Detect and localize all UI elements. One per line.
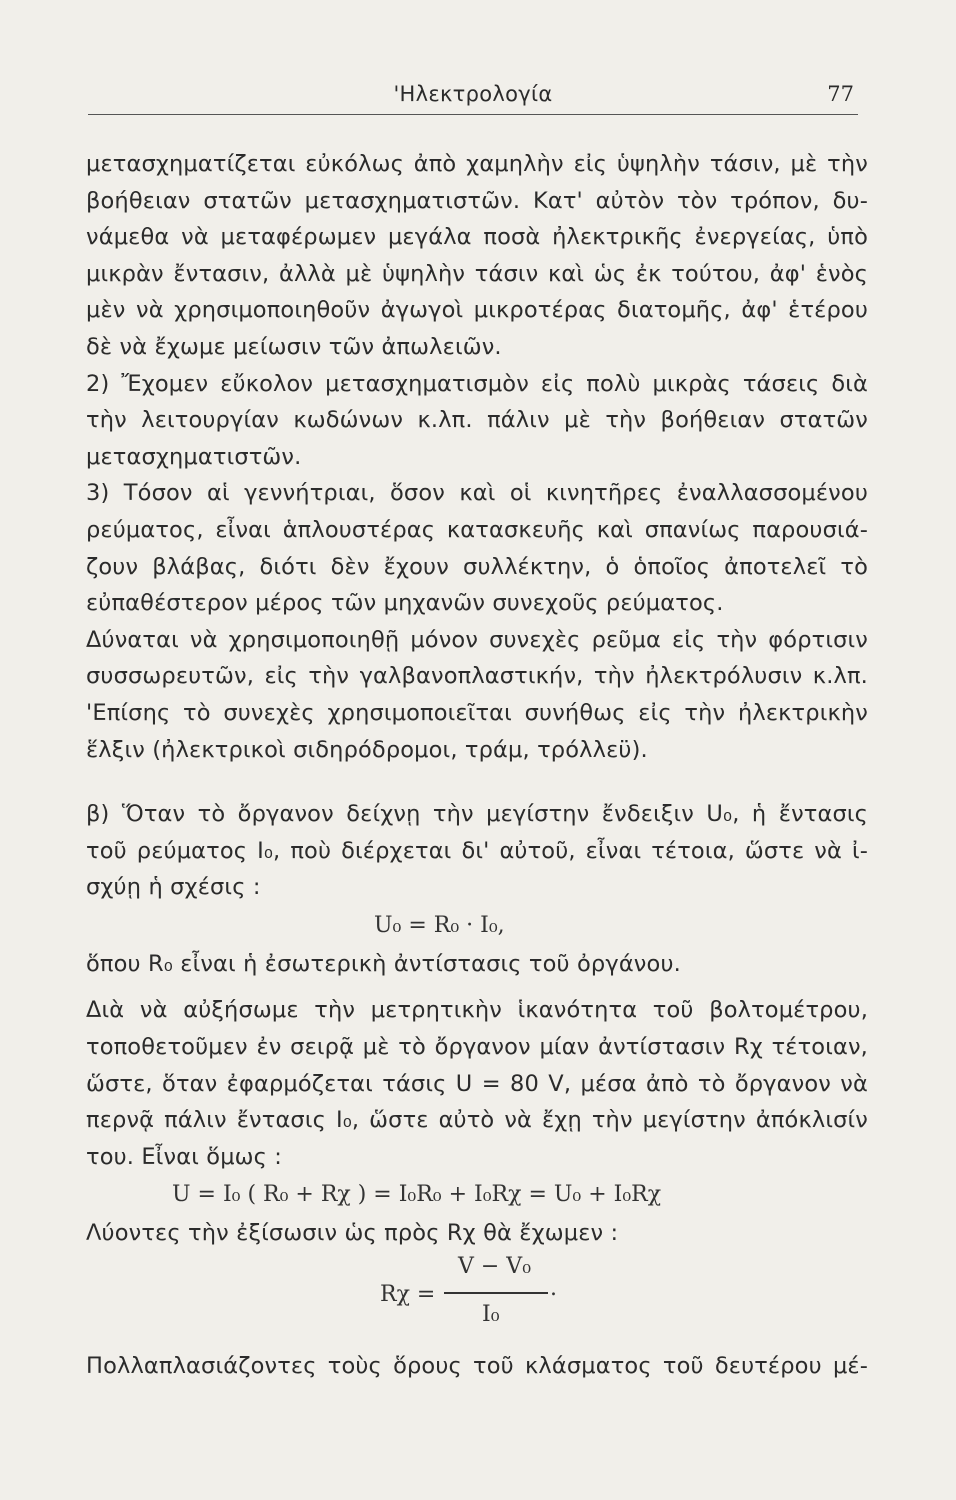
text-line: ζουν βλάβας, διότι δὲν ἔχουν συλλέκτην, ὁ ὁποῖος ἀποτελεῖ τὸ: [86, 553, 868, 580]
text-line: μικρὰν ἔντασιν, ἀλλὰ μὲ ὑψηλὴν τάσιν καὶ ὡς ἐκ τούτου, ἀφ' ἑνὸς: [86, 260, 868, 287]
paragraph-6: [86, 796, 868, 906]
paragraph-2: [86, 366, 868, 476]
text-line: συσσωρευτῶν, εἰς τὴν γαλβανοπλαστικήν, τὴν ἠλεκτρόλυσιν κ.λπ.: [86, 663, 868, 690]
fraction-end: .: [550, 1276, 557, 1302]
text-line: Λύοντες τὴν ἐξίσωσιν ὡς πρὸς Rχ θὰ ἔχωμεν :: [86, 1220, 619, 1247]
text-line: τὴν λειτουργίαν κωδώνων κ.λπ. πάλιν μὲ τὴν βοήθειαν στατῶν: [86, 407, 868, 434]
fraction-bar: [444, 1292, 548, 1294]
text-line: τοῦ ρεύματος I₀, ποὺ διέρχεται δι' αὐτοῦ, εἶναι τέτοια, ὥστε νὰ ἰ-: [86, 837, 868, 864]
text-line: ἕλξιν (ἠλεκτρικοὶ σιδηρόδρομοι, τράμ, τρόλλεϋ).: [86, 736, 648, 763]
text-line: Δύναται νὰ χρησιμοποιηθῇ μόνον συνεχὲς ρεῦμα εἰς τὴν φόρτισιν: [86, 626, 868, 653]
text-line: 'Επίσης τὸ συνεχὲς χρησιμοποιεῖται συνήθως εἰς τὴν ἠλεκτρικὴν: [86, 699, 868, 726]
text-line: τοποθετοῦμεν ἐν σειρᾷ μὲ τὸ ὄργανον μίαν ἀντίστασιν Rχ τέτοιαν,: [86, 1034, 868, 1061]
paragraph-1: [86, 146, 868, 366]
text-line: μὲν νὰ χρησιμοποιηθοῦν ἀγωγοὶ μικροτέρας διατομῆς, ἀφ' ἑτέρου: [86, 297, 868, 324]
paragraph-8: [86, 992, 868, 1175]
text-line: ὅπου R₀ εἶναι ἡ ἐσωτερικὴ ἀντίστασις τοῦ ὀργάνου.: [86, 950, 681, 977]
page-number: 77: [827, 82, 854, 106]
text-line: Διὰ νὰ αὐξήσωμε τὴν μετρητικὴν ἱκανότητα τοῦ βολτομέτρου,: [86, 997, 868, 1024]
text-line: β) Ὅταν τὸ ὄργανον δείχνῃ τὴν μεγίστην ἔνδειξιν U₀, ἡ ἔντασις: [86, 801, 868, 828]
text-line: ρεύματος, εἶναι ἁπλουστέρας κατασκευῆς καὶ σπανίως παρουσιά-: [86, 516, 868, 543]
paragraph-9: [86, 1215, 868, 1252]
running-title: 'Ηλεκτρολογία: [393, 82, 553, 106]
text-line: δὲ νὰ ἔχωμε μείωσιν τῶν ἀπωλειῶν.: [86, 333, 502, 360]
equation-u: U = I₀ ( R₀ + Rχ ) = I₀R₀ + I₀Rχ = U₀ + I₀Rχ: [172, 1182, 662, 1208]
fraction-denominator: I₀: [482, 1302, 500, 1328]
text-line: περνᾷ πάλιν ἔντασις I₀, ὥστε αὐτὸ νὰ ἔχῃ τὴν μεγίστην ἀπόκλισίν: [86, 1107, 868, 1134]
fraction-lhs: Rχ =: [380, 1282, 436, 1308]
body-text: [86, 146, 868, 1385]
equation-rx: [86, 1252, 868, 1348]
section-gap: [86, 768, 868, 796]
section-gap: [86, 982, 868, 992]
text-line: 3) Τόσον αἱ γεννήτριαι, ὅσον καὶ οἱ κινητῆρες ἐναλλασσομένου: [86, 480, 868, 507]
text-line: νάμεθα νὰ μεταφέρωμεν μεγάλα ποσὰ ἠλεκτρικῆς ἐνεργείας, ὑπὸ: [86, 224, 868, 251]
text-line: βοήθειαν στατῶν μετασχηματιστῶν. Κατ' αὐτὸν τὸν τρόπον, δυ-: [86, 187, 868, 214]
text-line: Πολλαπλασιάζοντες τοὺς ὅρους τοῦ κλάσματος τοῦ δευτέρου μέ-: [86, 1353, 868, 1380]
paragraph-3: [86, 475, 868, 621]
text-line: του. Εἶναι ὅμως :: [86, 1143, 283, 1170]
text-line: μετασχηματιστῶν.: [86, 443, 302, 470]
paragraph-10: [86, 1348, 868, 1385]
text-line: σχύῃ ἡ σχέσις :: [86, 874, 261, 901]
fraction-numerator: V − V₀: [458, 1254, 532, 1280]
page-header: [88, 80, 858, 115]
paragraph-4: [86, 622, 868, 695]
text-line: μετασχηματίζεται εὐκόλως ἀπὸ χαμηλὴν εἰς ὑψηλὴν τάσιν, μὲ τὴν: [86, 151, 868, 177]
text-line: ὥστε, ὅταν ἐφαρμόζεται τάσις U = 80 V, μέσα ἀπὸ τὸ ὄργανον νὰ: [86, 1070, 868, 1097]
text-line: 2) Ἔχομεν εὔκολον μετασχηματισμὸν εἰς πολὺ μικρὰς τάσεις διὰ: [86, 370, 868, 397]
paragraph-7: [86, 946, 868, 983]
text-line: εὐπαθέστερον μέρος τῶν μηχανῶν συνεχοῦς ρεύματος.: [86, 590, 724, 617]
paragraph-5: [86, 695, 868, 768]
equation-u0: U₀ = R₀ · I₀,: [374, 912, 505, 938]
